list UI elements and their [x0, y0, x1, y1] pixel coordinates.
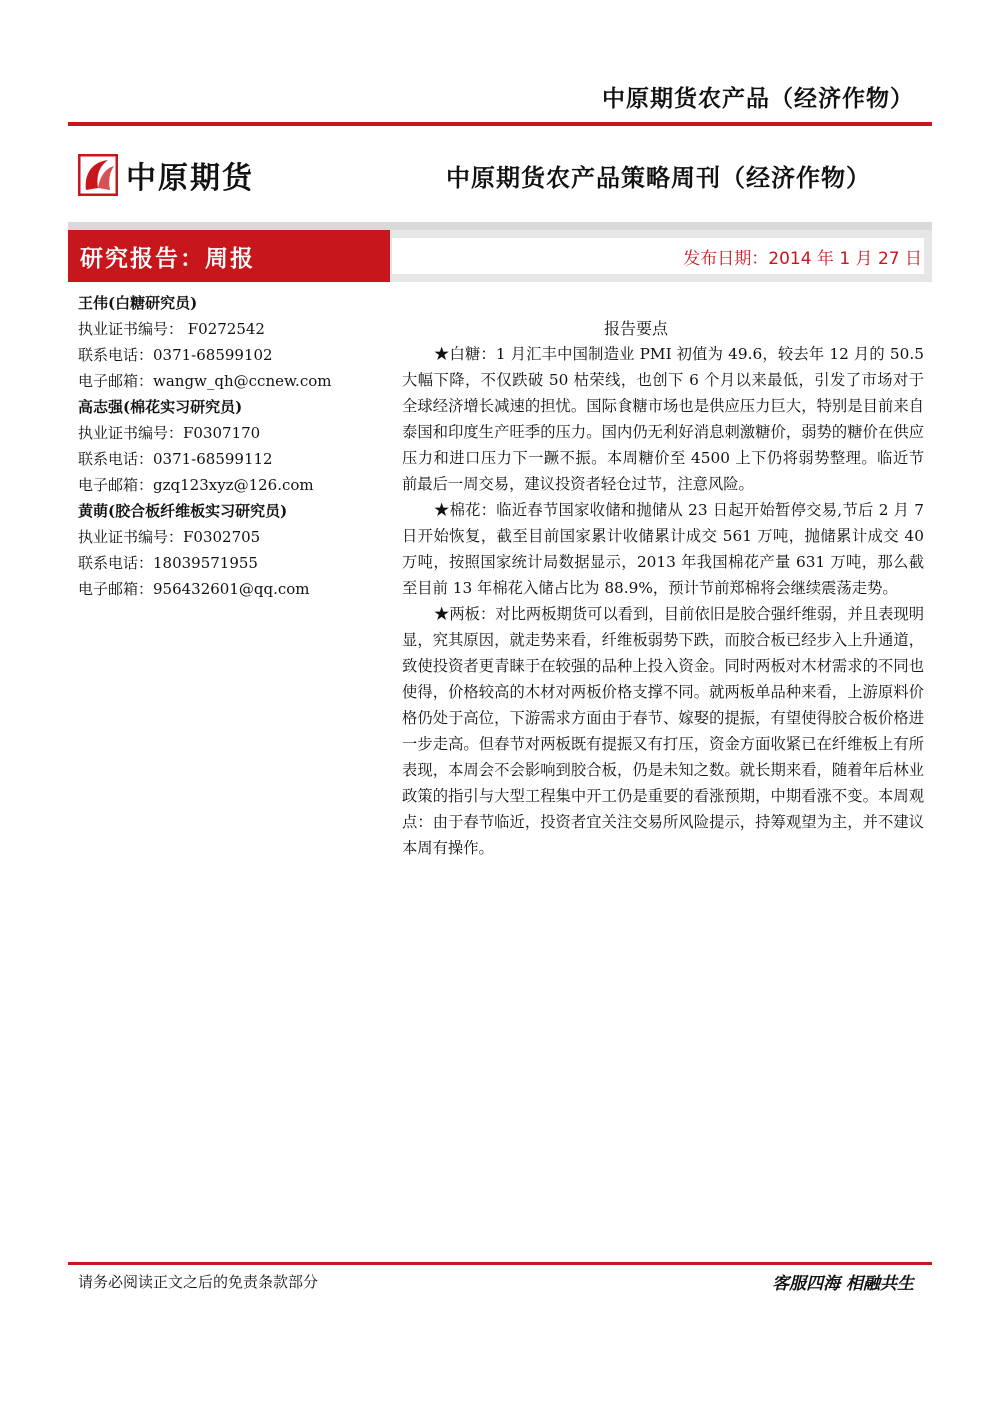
author-cert: 执业证书编号：F0302705 [78, 528, 261, 546]
summary-body [402, 341, 924, 861]
author-block [78, 394, 378, 498]
publish-date: 发布日期：2014 年 1 月 27 日 [683, 249, 922, 269]
running-title: 中原期货农产品（经济作物） [602, 85, 914, 112]
report-type-label: 研究报告：周报 [80, 246, 255, 272]
logo-mark-icon [78, 154, 118, 196]
footer-disclaimer: 请务必阅读正文之后的免责条款部分 [78, 1273, 319, 1291]
author-block [78, 290, 378, 394]
author-name: 王伟(白糖研究员) [78, 294, 198, 312]
banner-top-strip [68, 222, 932, 230]
author-phone: 联系电话：18039571955 [78, 554, 258, 572]
footer-slogan: 客服四海 相融共生 [772, 1274, 914, 1294]
author-cert: 执业证书编号： F0272542 [78, 320, 265, 338]
author-phone: 联系电话：0371-68599102 [78, 346, 273, 364]
summary-paragraph-boards: ★两板：对比两板期货可以看到，目前依旧是胶合强纤维弱，并且表现明显，究其原因，就走势来看，纤维板弱势下跌，而胶合板已经步入上升通道，致使投资者更青睐于在较强的品种上投入资金。同时两板对木材需求的不同也使得，价格较高的木材对两板价格支撑不同。就两板单品种来看，上游原料价格仍处于高位，下游需求方面由于春节、嫁娶的提振，有望使得胶合板价格进一步走高。但春节对两板既有提振又有打压，资金方面收紧已在纤维板上有所表现，本周会不会影响到胶合板，仍是未知之数。就长期来看，随着年后林业政策的指引与大型工程集中开工仍是重要的看涨预期，中期看涨不变。本周观点：由于春节临近，投资者宜关注交易所风险提示，持筹观望为主，并不建议本周有操作。 [402, 605, 924, 857]
author-block [78, 498, 378, 602]
author-name: 黄萌(胶合板纤维板实习研究员) [78, 502, 288, 520]
footer-divider [68, 1262, 932, 1265]
report-title: 中原期货农产品策略周刊（经济作物） [446, 163, 871, 192]
company-logo [78, 152, 298, 198]
summary-paragraph-sugar: ★白糖：1 月汇丰中国制造业 PMI 初值为 49.6，较去年 12 月的 50.5 大幅下降，不仅跌破 50 枯荣线，也创下 6 个月以来最低，引发了市场对于全球经济增长减速的担忧。国际食糖市场也是供应压力巨大，特别是目前来自泰国和印度生产旺季的压力。国内仍无利好消息刺激糖价，弱势的糖价在供应压力和进口压力下一蹶不振。本周糖价至 4500 上下仍将弱势整理。临近节前最后一周交易，建议投资者轻仓过节，注意风险。 [402, 345, 924, 493]
author-email: 电子邮箱：wangw_qh@ccnew.com [78, 372, 332, 390]
summary-heading: 报告要点 [604, 319, 669, 338]
author-list [78, 290, 378, 602]
author-name: 高志强(棉花实习研究员) [78, 398, 243, 416]
header-divider [68, 122, 932, 126]
summary-paragraph-cotton: ★棉花：临近春节国家收储和抛储从 23 日起开始暂停交易,节后 2 月 7 日开始恢复，截至目前国家累计收储累计成交 561 万吨，抛储累计成交 40 万吨，按照国家统计局数据显示，2013 年我国棉花产量 631 万吨，那么截至目前 13 年棉花入储占比为 88.9%，预计节前郑棉将会继续震荡走势。 [402, 501, 924, 597]
author-phone: 联系电话：0371-68599112 [78, 450, 273, 468]
logo-text: 中原期货 [126, 161, 254, 196]
author-email: 电子邮箱：956432601@qq.com [78, 580, 310, 598]
author-cert: 执业证书编号：F0307170 [78, 424, 261, 442]
author-email: 电子邮箱：gzq123xyz@126.com [78, 476, 314, 494]
